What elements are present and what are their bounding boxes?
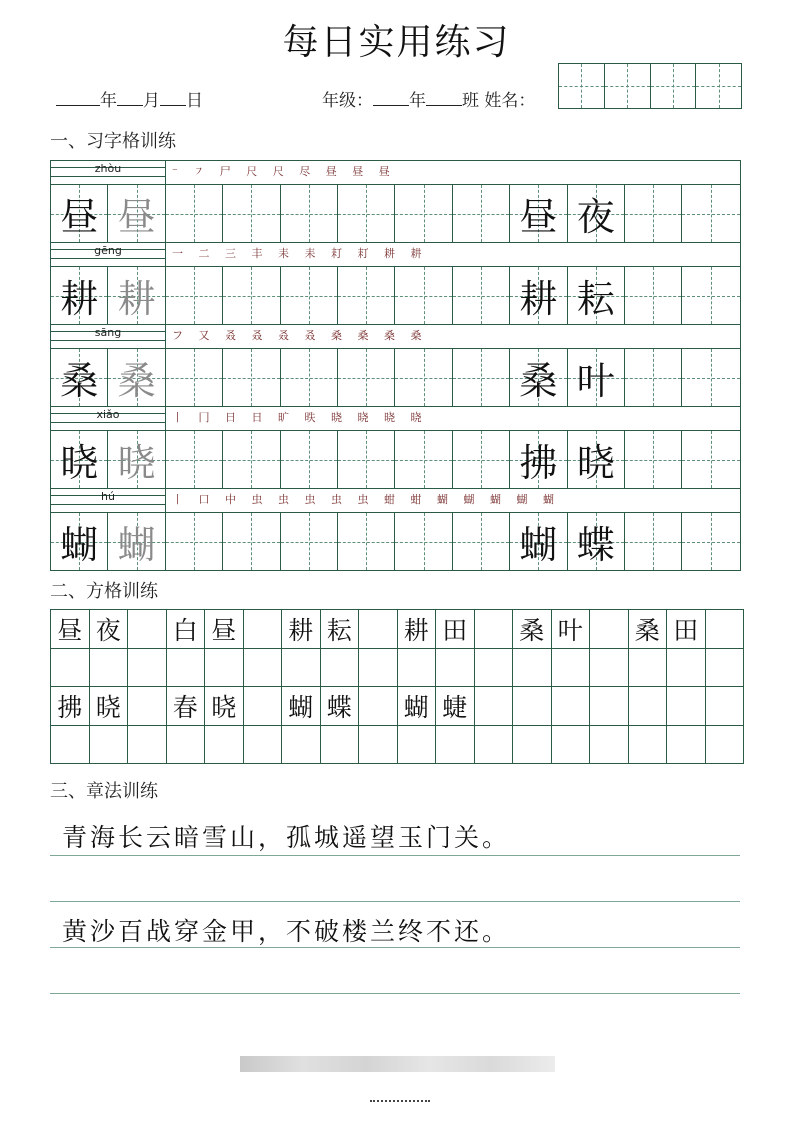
square-practice-grid [50,609,744,764]
square-cell-blank[interactable] [552,687,591,726]
blank-practice-cell[interactable] [223,431,280,488]
blank-practice-cell[interactable] [453,513,510,570]
square-cell-blank[interactable] [244,726,283,765]
blank-practice-cell[interactable] [281,513,338,570]
square-cell-blank[interactable] [359,687,398,726]
grid-character: 蝶 [576,523,615,567]
square-cell-blank[interactable] [282,726,321,765]
grid-character: 晓 [60,441,99,485]
word-character-cell[interactable] [510,349,567,406]
square-cell-blank[interactable] [359,649,398,688]
passage-line-1: 青海长云暗雪山，孤城遥望玉门关。 [62,823,511,852]
section-title-square-grid: 二、方格训练 [50,581,158,602]
square-cell-blank[interactable] [128,726,167,765]
square-cell-blank[interactable] [167,649,206,688]
practice-block [51,243,740,325]
character-row [51,267,740,325]
square-cell-blank[interactable] [282,649,321,688]
grade-label: 年级： [322,91,373,111]
blank-practice-cell[interactable] [281,267,338,324]
square-cell-character[interactable]: 蝴 [398,687,437,726]
square-cell-character[interactable]: 桑 [629,610,668,649]
practice-block [51,489,740,570]
blank-practice-cell[interactable] [682,513,739,570]
month-label: 月 [143,91,160,111]
square-cell-character[interactable]: 蝶 [321,687,360,726]
stroke-order: フ 又 叒 叒 叒 叒 桑 桑 桑 桑 [172,329,428,342]
blank-practice-cell[interactable] [281,185,338,242]
grid-character: 拂 [519,441,558,485]
square-cell-character[interactable]: 拂 [51,687,90,726]
square-cell-blank[interactable] [128,649,167,688]
square-cell-blank[interactable] [667,687,706,726]
square-cell-blank[interactable] [90,726,129,765]
blank-practice-cell[interactable] [338,349,395,406]
blank-practice-cell[interactable] [453,267,510,324]
word-character-cell[interactable] [568,185,625,242]
pinyin-text: zhòu [94,162,122,175]
square-cell-character[interactable]: 蝴 [282,687,321,726]
square-cell-character[interactable]: 田 [667,610,706,649]
grid-character: 蝴 [117,523,156,567]
square-cell-blank[interactable] [359,726,398,765]
month-blank[interactable] [117,91,143,106]
square-cell-blank[interactable] [51,649,90,688]
grid-character: 夜 [576,195,615,239]
square-cell-character[interactable]: 田 [436,610,475,649]
page-title: 每日实用练习 [282,22,511,63]
square-cell-blank[interactable] [706,610,745,649]
year-blank[interactable] [56,91,100,106]
square-cell-blank[interactable] [667,726,706,765]
blank-practice-cell[interactable] [625,267,682,324]
page-footer-mark [370,1100,430,1105]
square-cell-blank[interactable] [398,649,437,688]
square-cell-blank[interactable] [321,649,360,688]
grid-character: 晓 [576,441,615,485]
tianzige-practice-grid [50,160,741,571]
name-label: 姓名： [484,91,536,111]
square-cell-blank[interactable] [436,726,475,765]
character-row [51,349,740,407]
square-cell-blank[interactable] [590,649,629,688]
word-character-cell[interactable] [510,267,567,324]
square-cell-blank[interactable] [475,649,514,688]
square-cell-blank[interactable] [475,687,514,726]
blank-practice-cell[interactable] [281,431,338,488]
square-cell-blank[interactable] [629,649,668,688]
blank-practice-cell[interactable] [395,185,452,242]
blank-practice-cell[interactable] [166,185,223,242]
square-cell-blank[interactable] [205,649,244,688]
stroke-order: 丨 口 中 虫 虫 虫 虫 虫 蚶 蚶 蝴 蝴 蝴 蝴 蝴 [172,493,560,506]
square-cell-blank[interactable] [128,610,167,649]
grid-character: 桑 [60,359,99,403]
blank-practice-cell[interactable] [338,431,395,488]
square-cell-blank[interactable] [629,687,668,726]
class-label: 班 [462,91,479,111]
square-cell-blank[interactable] [552,649,591,688]
trace-character-cell[interactable] [108,185,165,242]
square-cell-blank[interactable] [475,610,514,649]
square-cell-blank[interactable] [436,649,475,688]
stroke-order: 丨 冂 日 日 旷 昳 晓 晓 晓 晓 [172,411,428,424]
pinyin-cell [51,243,166,266]
square-cell-character[interactable]: 昼 [51,610,90,649]
model-character-cell[interactable] [51,431,108,488]
blank-practice-cell[interactable] [395,431,452,488]
blank-practice-cell[interactable] [395,267,452,324]
grid-character: 耕 [117,277,156,321]
name-input-grid[interactable] [558,63,742,109]
square-cell-blank[interactable] [667,649,706,688]
blank-practice-cell[interactable] [223,513,280,570]
pinyin-row [51,489,740,513]
square-cell-blank[interactable] [475,726,514,765]
word-character-cell[interactable] [568,267,625,324]
blank-practice-cell[interactable] [338,513,395,570]
writing-line[interactable] [50,993,740,994]
square-cell-blank[interactable] [706,726,745,765]
character-row [51,431,740,489]
square-cell-blank[interactable] [706,649,745,688]
square-cell-blank[interactable] [244,649,283,688]
blank-practice-cell[interactable] [625,349,682,406]
year-label: 年 [100,91,117,111]
pinyin-text: hú [101,490,115,503]
stroke-order: 一 二 三 丰 耒 耒 耓 耓 耕 耕 [172,247,428,260]
model-character-cell[interactable] [51,349,108,406]
blank-practice-cell[interactable] [395,513,452,570]
grid-character: 昼 [117,195,156,239]
grid-character: 昼 [60,195,99,239]
writing-line[interactable] [50,947,740,948]
square-cell-blank[interactable] [128,687,167,726]
name-cell[interactable] [651,64,697,108]
word-character-cell[interactable] [568,431,625,488]
grid-character: 昼 [519,195,558,239]
name-cell[interactable] [559,64,605,108]
word-character-cell[interactable] [510,185,567,242]
square-cell-blank[interactable] [513,687,552,726]
grid-character: 蝴 [519,523,558,567]
square-cell-character[interactable]: 桑 [513,610,552,649]
pinyin-cell [51,489,166,512]
blank-practice-cell[interactable] [338,185,395,242]
grade-class-name-field [322,86,535,111]
name-cell[interactable] [605,64,651,108]
blank-practice-cell[interactable] [166,267,223,324]
square-cell-blank[interactable] [552,726,591,765]
square-cell-character[interactable]: 夜 [90,610,129,649]
blank-practice-cell[interactable] [682,431,739,488]
pinyin-cell [51,161,166,184]
character-row [51,513,740,570]
writing-line[interactable] [50,855,740,856]
pinyin-cell [51,407,166,430]
blank-practice-cell[interactable] [682,349,739,406]
grid-character: 桑 [519,359,558,403]
word-character-cell[interactable] [510,513,567,570]
grid-character: 耕 [60,277,99,321]
trace-character-cell[interactable] [108,431,165,488]
pinyin-cell [51,325,166,348]
square-cell-blank[interactable] [359,610,398,649]
blank-practice-cell[interactable] [166,349,223,406]
square-cell-character[interactable]: 春 [167,687,206,726]
writing-line[interactable] [50,901,740,902]
blank-practice-cell[interactable] [166,513,223,570]
square-cell-blank[interactable] [590,610,629,649]
blank-practice-cell[interactable] [682,185,739,242]
grid-character: 蝴 [60,523,99,567]
square-cell-character[interactable]: 晓 [90,687,129,726]
pinyin-row [51,161,740,185]
square-cell-blank[interactable] [629,726,668,765]
square-cell-blank[interactable] [513,649,552,688]
blank-practice-cell[interactable] [281,349,338,406]
blank-practice-cell[interactable] [625,513,682,570]
pinyin-row [51,407,740,431]
square-cell-blank[interactable] [706,687,745,726]
grid-character: 叶 [576,359,615,403]
section-title-composition: 三、章法训练 [50,781,158,802]
blank-practice-cell[interactable] [682,267,739,324]
square-cell-blank[interactable] [244,610,283,649]
square-cell-character[interactable]: 晓 [205,687,244,726]
pinyin-text: sāng [94,326,122,339]
word-character-cell[interactable] [568,513,625,570]
square-cell-blank[interactable] [205,726,244,765]
square-cell-character[interactable]: 耘 [321,610,360,649]
trace-character-cell[interactable] [108,349,165,406]
square-cell-blank[interactable] [90,649,129,688]
square-cell-blank[interactable] [244,687,283,726]
square-cell-character[interactable]: 耕 [398,610,437,649]
blank-practice-cell[interactable] [625,185,682,242]
practice-block [51,407,740,489]
stroke-order: ⁻ ㇇ 尸 尺 尺 尽 昼 昼 昼 [172,165,396,178]
day-label: 日 [186,91,203,111]
trace-character-cell[interactable] [108,513,165,570]
blank-practice-cell[interactable] [395,349,452,406]
pinyin-text: xiǎo [96,408,120,421]
square-cell-character[interactable]: 叶 [552,610,591,649]
blank-practice-cell[interactable] [223,267,280,324]
class-blank[interactable] [426,91,462,106]
grade-year-label: 年 [409,91,426,111]
model-character-cell[interactable] [51,513,108,570]
blank-practice-cell[interactable] [453,185,510,242]
pinyin-text: gēng [94,244,122,257]
square-cell-blank[interactable] [321,726,360,765]
square-cell-character[interactable]: 昼 [205,610,244,649]
blank-practice-cell[interactable] [223,349,280,406]
square-cell-blank[interactable] [590,687,629,726]
blurred-watermark [240,1056,555,1072]
day-blank[interactable] [160,91,186,106]
blank-practice-cell[interactable] [453,349,510,406]
square-cell-character[interactable]: 白 [167,610,206,649]
square-cell-blank[interactable] [51,726,90,765]
blank-practice-cell[interactable] [453,431,510,488]
blank-practice-cell[interactable] [338,267,395,324]
section-title-tianzige: 一、习字格训练 [50,131,176,152]
grid-character: 耘 [576,277,615,321]
model-character-cell[interactable] [51,185,108,242]
passage-line-2: 黄沙百战穿金甲，不破楼兰终不还。 [62,917,511,946]
square-cell-blank[interactable] [398,726,437,765]
grade-blank[interactable] [373,91,409,106]
date-field [56,86,203,111]
trace-character-cell[interactable] [108,267,165,324]
name-cell[interactable] [696,64,741,108]
word-character-cell[interactable] [568,349,625,406]
pinyin-row [51,325,740,349]
square-cell-blank[interactable] [167,726,206,765]
square-cell-blank[interactable] [590,726,629,765]
square-cell-blank[interactable] [513,726,552,765]
grid-character: 晓 [117,441,156,485]
blank-practice-cell[interactable] [223,185,280,242]
blank-practice-cell[interactable] [625,431,682,488]
pinyin-row [51,243,740,267]
practice-block [51,325,740,407]
grid-character: 桑 [117,359,156,403]
word-character-cell[interactable] [510,431,567,488]
character-row [51,185,740,243]
grid-character: 耕 [519,277,558,321]
square-cell-character[interactable]: 蜨 [436,687,475,726]
blank-practice-cell[interactable] [166,431,223,488]
model-character-cell[interactable] [51,267,108,324]
practice-block [51,161,740,243]
square-cell-character[interactable]: 耕 [282,610,321,649]
